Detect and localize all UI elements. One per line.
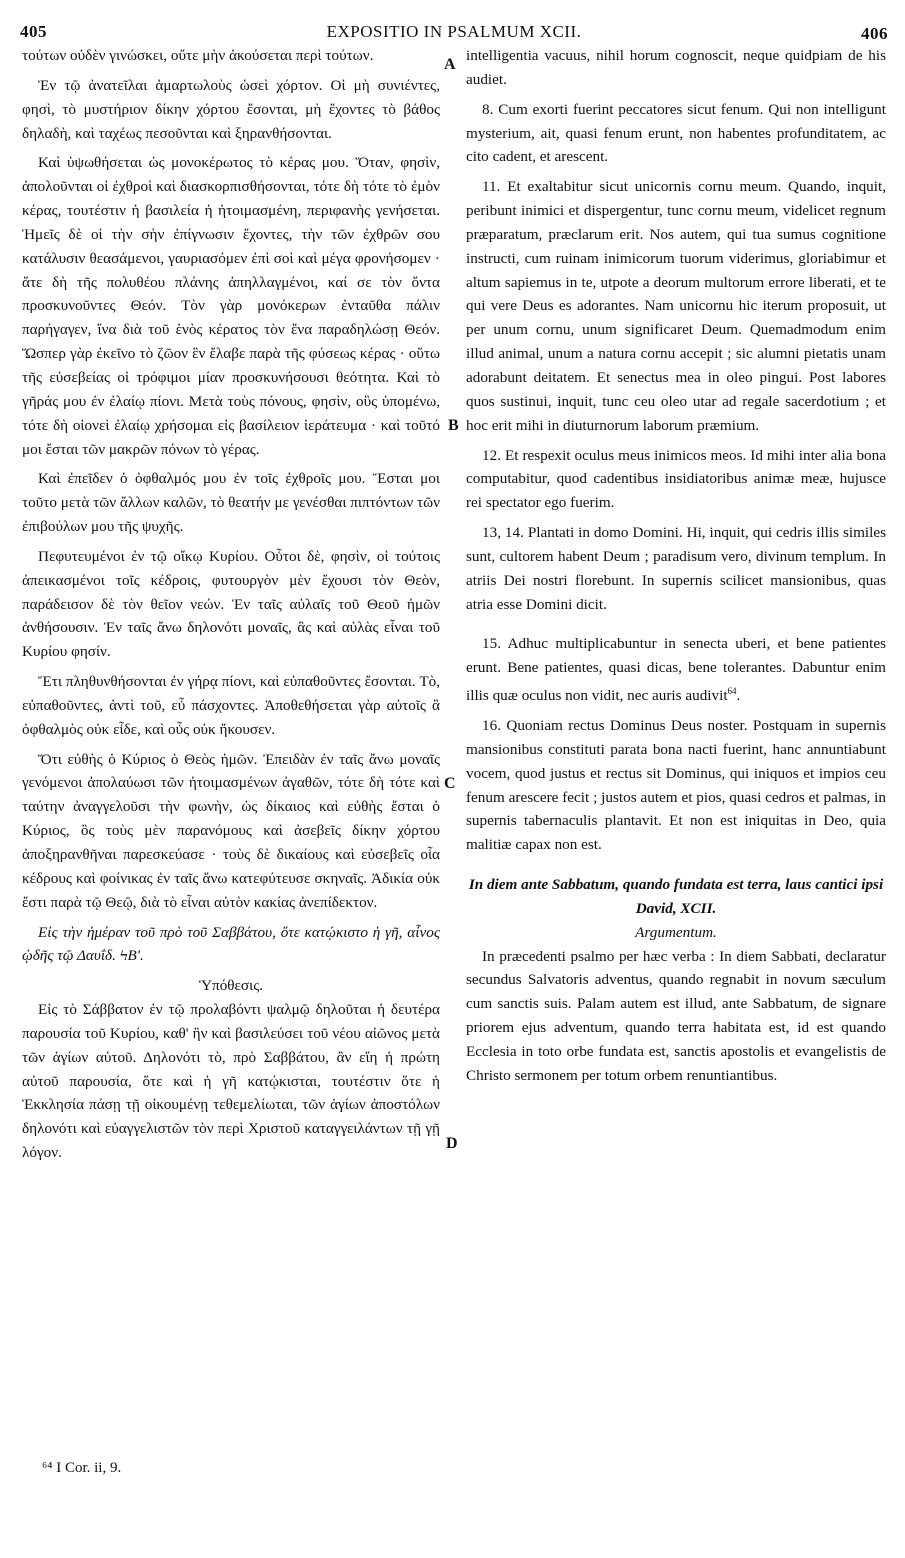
- greek-paragraph: Εἰς τὸ Σάββατον ἐν τῷ προλαβόντι ψαλμῷ δηλοῦται ἡ δευτέρα παρουσία τοῦ Κυρίου, καθ' ἣν καὶ βασιλεύσει τοῦ νέου αἰῶνος μετὰ τῶν ἁγίων αὐτοῦ. Δηλονότι τὸ, πρὸ Σαββάτου, ἂν εἴη ἡ πρώτη αὐτοῦ παρουσία, ὅτε καὶ ἡ γῆ κατῴκισται, τουτέστιν ὅτε ἡ Ἐκκλησία πάσῃ τῇ οἰκουμένῃ τεθεμελίωται, τῶν ἁγίων ἀποστόλων δηλονότι καὶ εὐαγγελιστῶν τὸν περὶ Χριστοῦ καταγγειλάντων τῇ γῇ λόγον.: [22, 1001, 440, 1162]
- latin-paragraph: intelligentia vacuus, nihil horum cognoscit, neque quidpiam de his audiet.: [466, 47, 886, 88]
- latin-paragraph: 16. Quoniam rectus Dominus Deus noster. Postquam in supernis mansionibus constituti parata bona nacti fuerint, hanc annuntiabunt vocem, quod justus et rectus sit Dominus, qui iniquos et impios ceu fenum arescere fecit ; justos autem et pios, quasi cedros et palmas, in supernis tabernaculis plantavit. Et non est iniquitas in Deo, quia malitiæ capax non est.: [466, 717, 886, 854]
- latin-argument-heading: Argumentum.: [635, 923, 717, 941]
- section-marker-d: D: [446, 1135, 458, 1152]
- greek-paragraph: Καὶ ἐπεῖδεν ὁ ὀφθαλμός μου ἐν τοῖς ἐχθροῖς μου. Ἔσται μοι τοῦτο μετὰ τῶν ἄλλων καλῶν, τὸ θεατήν με γενέσθαι πιπτόντων τῶν ἐπιβούλων μου τῆς ψυχῆς.: [22, 470, 440, 536]
- footnote-reference: 64: [727, 686, 737, 697]
- latin-paragraph: In præcedenti psalmo per hæc verba : In diem Sabbati, declaratur secundus Salvatoris adventus, quando regnabit in novum sæculum cum sanctis suis. Palam autem est illud, ante Sabbatum, de signare priorem ejus adventum, quando terra habitata est, id est quando Ecclesia in toto orbe fundata est, sanctis apostolis et evangelistis de Christo sermonem per totum orbem renuntiantibus.: [466, 947, 886, 1084]
- section-marker-b: B: [448, 417, 459, 434]
- latin-paragraph: 8. Cum exorti fuerint peccatores sicut fenum. Qui non intelligunt mysterium, ait, quasi fenum erunt, non habentes profunditatem, ac cito cadent, et arescent.: [466, 100, 886, 166]
- greek-column: [22, 44, 440, 1171]
- latin-paragraph: 12. Et respexit oculus meus inimicos meos. Id mihi inter alia bona computabitur, quod cadentibus insidiatoribus animæ meæ, hujusce rei spectator ego fuerim.: [466, 446, 886, 512]
- latin-paragraph: 15. Adhuc multiplicabuntur in senecta uberi, et bene patientes erunt. Bene patientes, quasi dicas, bene tolerantes. Dabuntur enim illis quæ oculus non vidit, nec auris audivit$^{64}$.: [466, 635, 886, 705]
- section-marker-a: A: [444, 56, 456, 73]
- footnote: ⁶⁴ I Cor. ii, 9.: [42, 1460, 122, 1476]
- running-title: EXPOSITIO IN PSALMUM XCII.: [326, 22, 582, 41]
- greek-hypothesis-heading: Ὑπόθεσις.: [198, 977, 264, 995]
- latin-paragraph: 11. Et exaltabitur sicut unicornis cornu meum. Quando, inquit, peribunt inimici et dispergentur, tunc cornu meum, videlicet regnum præparatum, præclarum erit. Nos autem, qui tua sumus cognitione instructi, cum ruinam inimicorum tuorum viderimus, gloriabimur et altum sapiemus in te, utpote a deorum multorum errore liberati, et te qui vere Deus es adorantes. Nam unicornu hic iterum proposuit, ut per unum cornu, unum significaret Deum. Quemadmodum enim illud animal, unum a natura cornu accepit ; sic alumni pietatis unam adorabunt deitatem. Et senectus mea in oleo pingui. Post labores quos sustinui, inquit, tunc ceu oleo utar ad regale sacerdotium ; et hoc erit mihi in diuturnorum laborum præmium.: [466, 178, 886, 434]
- greek-paragraph: Ἐν τῷ ἀνατεῖλαι ἁμαρτωλοὺς ὡσεὶ χόρτον. Οἱ μὴ συνιέντες, φησὶ, τὸ μυστήριον δίκην χόρτου ἔσονται, μὴ ἔχοντες τὸ βάθος δηλαδὴ, καὶ ταχέως πεσοῦνται καὶ ξηρανθήσονται.: [22, 76, 440, 142]
- greek-paragraph: Ἔτι πληθυνθήσονται ἐν γήρᾳ πίονι, καὶ εὐπαθοῦντες ἔσονται. Τὸ, εὐπαθοῦντες, ἀντὶ τοῦ, εὖ πάσχοντες. Ἀποθεθήσεται γὰρ αὐτοῖς ἃ ὀφθαλμὸς οὐκ εἶδε, καὶ οὖς οὐκ ἤκουσεν.: [22, 673, 440, 738]
- latin-column: [466, 44, 886, 1094]
- latin-verse-15: 15. Adhuc multiplicabuntur in senecta uberi, et bene patientes erunt. Bene patientes, quasi dicas, bene tolerantes. Dabuntur enim illis quæ oculus non vidit, nec auris audivit: [466, 635, 886, 705]
- greek-psalm-heading: Εἰς τὴν ἡμέραν τοῦ πρὸ τοῦ Σαββάτου, ὅτε κατῴκιστο ἡ γῆ, αἶνος ᾠδῆς τῷ Δαυΐδ. ϞΒ'.: [22, 923, 440, 965]
- greek-paragraph: τούτων οὐδὲν γινώσκει, οὔτε μὴν ἀκούσεται περὶ τούτων.: [22, 47, 374, 64]
- page-number-right: 406: [861, 24, 888, 43]
- latin-paragraph: 13, 14. Plantati in domo Domini. Hi, inquit, qui cedris illis similes sunt, cultorem habent Deum ; paradisum vero, divinum templum. In atriis Dei nostri florebunt. In supernis scilicet mansionibus, quas atria esse Domini dicit.: [466, 524, 886, 613]
- page-number-left: 405: [20, 22, 47, 41]
- section-marker-c: C: [444, 775, 456, 792]
- greek-paragraph: Πεφυτευμένοι ἐν τῷ οἴκῳ Κυρίου. Οὗτοι δὲ, φησὶν, οἱ τούτοις ἀπεικασμένοι τοῖς κέδροις, φυτουργὸν μὲν ἔχουσι τὸν Θεὸν, παράδεισον δὲ τὸν θεῖον νεών. Ἐν ταῖς αὐλαῖς τοῦ Θεοῦ ἡμῶν ἀνθήσουσιν. Ἐν ταῖς ἄνω δηλονότι μοναῖς, ἃς καὶ αὐλὰς εἶναι τοῦ Κυρίου φησίν.: [22, 547, 440, 661]
- greek-paragraph: Καὶ ὑψωθήσεται ὡς μονοκέρωτος τὸ κέρας μου. Ὅταν, φησὶν, ἀπολοῦνται οἱ ἐχθροὶ καὶ διασκορπισθήσονται, τότε δὴ τότε τὸ ἐμὸν κέρας, τουτέστιν ἡ βασιλεία ἡ ἡτοιμασμένη, περιφανὴς γενήσεται. Ἡμεῖς δὲ οἱ τὴν σὴν ἐπίγνωσιν ἔχοντες, τὴν τῶν ἐχθρῶν σου κατάλυσιν θεασάμενοι, γαυριασόμεν ἐπὶ σοὶ καὶ μέγα φρονήσομεν · ἅτε δὴ τῆς πολυθέου πλάνης ἀπηλλαγμένοι, καί σε τὸν ὄντα προσκυνοῦντες Θεόν. Τὸν γὰρ μονόκερων ἐνταῦθα πάλιν παρήγαγεν, ἵνα διὰ τοῦ ἑνὸς κέρατος τὸν ἕνα παραδηλώσῃ Θεόν. Ὥσπερ γὰρ ἐκεῖνο τὸ ζῶον ἓν ἔλαβε παρὰ τῆς φύσεως κέρας · οὕτω τῆς εὐσεβείας οἱ τρόφιμοι μίαν προσκυνήσουσι θεότητα. Καὶ τὸ γῆράς μου ἐν ἐλαίῳ πίονι. Μετὰ τοὺς πόνους, φησὶν, οὓς ὑπομένω, τότε δὴ οἱονεὶ ἐλαίῳ χρήσομαι εἰς βασίλειον ἱεράτευμα · καὶ τοῦτό μοι ἔσται τῶν μακρῶν πόνων τὸ γέρας.: [22, 154, 440, 458]
- greek-paragraph: Ὅτι εὐθὴς ὁ Κύριος ὁ Θεὸς ἡμῶν. Ἐπειδὰν ἐν ταῖς ἄνω μοναῖς γενόμενοι ἀπολαύωσι τῶν ἡτοιμασμένων ἀγαθῶν, τότε δὴ τότε καὶ ταύτην ἀναγγελοῦσι τὴν φωνὴν, ὡς δίκαιος καὶ εὐθὴς ἔσται ὁ Κύριος, ὃς τοὺς μὲν παρανόμους καὶ ἀσεβεῖς δίκην χόρτου ἀποξηρανθῆναι παρεσκεύασε · τοὺς δὲ δικαίους καὶ εὐσεβεῖς οἷα κέδρους καὶ φοίνικας ἐν ταῖς ἄνω κατεφύτευσε σκηναῖς. Ἀδικία οὐκ ἔστι παρὰ τῷ Θεῷ, διὰ τὸ εἶναι αὐτὸν κακίας ἀνεπίδεκτον.: [22, 750, 440, 911]
- latin-psalm-heading: In diem ante Sabbatum, quando fundata est terra, laus cantici ipsi David, XCII.: [468, 876, 884, 917]
